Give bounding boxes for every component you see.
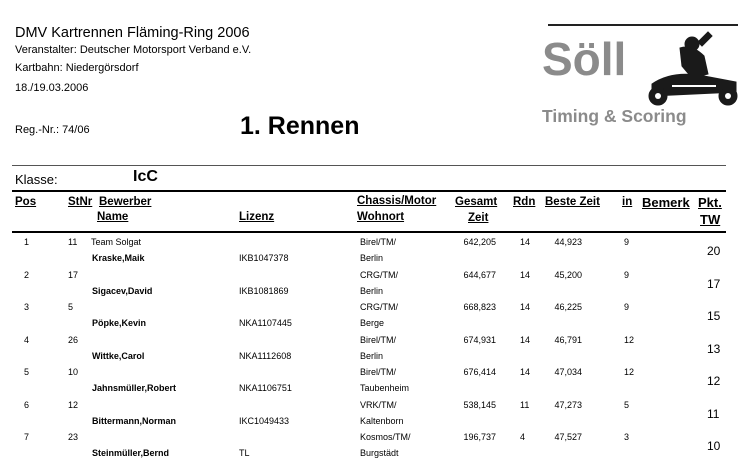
cell-in: 9 bbox=[624, 237, 630, 247]
cell-pos: 3 bbox=[24, 302, 30, 312]
logo-rule bbox=[548, 24, 738, 26]
cell-rdn: 11 bbox=[520, 399, 530, 410]
cell-in: 3 bbox=[624, 432, 630, 442]
col-rdn: Rdn bbox=[513, 196, 536, 208]
cell-lizenz: IKC1049433 bbox=[239, 415, 290, 426]
cell-pos: 2 bbox=[24, 269, 30, 280]
event-title: DMV Kartrennen Fläming-Ring 2006 bbox=[15, 25, 250, 41]
cell-pos: 5 bbox=[24, 367, 30, 377]
cell-points: 20 bbox=[707, 244, 721, 258]
cell-pos: 6 bbox=[24, 399, 30, 410]
col-chassis: Chassis/Motor bbox=[357, 195, 437, 207]
cell-points: 12 bbox=[707, 374, 721, 388]
kart-driver-icon bbox=[612, 30, 742, 114]
cell-pos: 4 bbox=[24, 334, 30, 345]
cell-stnr: 23 bbox=[68, 432, 79, 442]
col-beste-zeit: Beste Zeit bbox=[545, 196, 600, 208]
soell-timing-logo bbox=[540, 24, 742, 132]
cell-rdn: 14 bbox=[520, 334, 531, 345]
cell-stnr: 26 bbox=[68, 334, 79, 345]
col-in: in bbox=[622, 196, 633, 208]
cell-rdn: 14 bbox=[520, 302, 531, 312]
cell-name: Pöpke,Kevin bbox=[92, 318, 147, 328]
logo-word: Söll bbox=[542, 33, 627, 85]
cell-in: 12 bbox=[624, 367, 635, 377]
logo-subtitle: Timing & Scoring bbox=[542, 106, 687, 126]
cell-beste: 47,527 bbox=[554, 432, 582, 442]
cell-name: Bittermann,Norman bbox=[92, 415, 177, 426]
cell-beste: 45,200 bbox=[554, 269, 582, 280]
cell-wohnort: Berge bbox=[360, 318, 385, 328]
cell-chassis: Birel/TM/ bbox=[360, 237, 396, 247]
cell-stnr: 11 bbox=[68, 237, 78, 247]
col-name: Name bbox=[97, 211, 129, 223]
cell-lizenz: NKA1112608 bbox=[239, 350, 292, 361]
cell-chassis: CRG/TM/ bbox=[360, 269, 398, 280]
divider-header-top bbox=[12, 190, 726, 192]
cell-name: Wittke,Carol bbox=[92, 350, 145, 361]
cell-name: Jahnsmüller,Robert bbox=[92, 383, 177, 393]
cell-beste: 46,791 bbox=[554, 334, 582, 345]
cell-gesamt: 674,931 bbox=[463, 334, 496, 345]
cell-points: 15 bbox=[707, 309, 721, 323]
cell-stnr: 5 bbox=[68, 302, 74, 312]
cell-lizenz: NKA1106751 bbox=[239, 383, 292, 393]
cell-points: 10 bbox=[707, 439, 721, 453]
cell-chassis: Birel/TM/ bbox=[360, 334, 396, 345]
cell-gesamt: 644,677 bbox=[463, 269, 496, 280]
class-label: Klasse: bbox=[15, 172, 58, 187]
col-zeit: Zeit bbox=[468, 212, 489, 224]
cell-wohnort: Taubenheim bbox=[360, 383, 410, 393]
cell-in: 9 bbox=[624, 302, 630, 312]
col-pos: Pos bbox=[15, 196, 37, 208]
track-line: Kartbahn: Niedergörsdorf bbox=[15, 62, 139, 74]
col-bemerk: Bemerk bbox=[642, 195, 690, 210]
date-line: 18./19.03.2006 bbox=[15, 82, 89, 94]
divider-top bbox=[12, 165, 726, 166]
cell-gesamt: 668,823 bbox=[463, 302, 496, 312]
cell-team: Team Solgat bbox=[91, 237, 142, 247]
registration-number: Reg.-Nr.: 74/06 bbox=[15, 124, 90, 136]
col-tw: TW bbox=[700, 212, 721, 227]
cell-beste: 47,034 bbox=[554, 367, 582, 377]
cell-points: 17 bbox=[707, 276, 721, 291]
cell-rdn: 14 bbox=[520, 367, 531, 377]
cell-gesamt: 538,145 bbox=[463, 399, 496, 410]
cell-chassis: Kosmos/TM/ bbox=[360, 432, 411, 442]
class-value: IcC bbox=[133, 168, 158, 185]
col-gesamt: Gesamt bbox=[455, 196, 498, 208]
cell-gesamt: 196,737 bbox=[463, 432, 496, 442]
cell-chassis: VRK/TM/ bbox=[360, 399, 397, 410]
cell-lizenz: IKB1081869 bbox=[239, 285, 289, 296]
cell-points: 11 bbox=[707, 406, 720, 421]
cell-stnr: 12 bbox=[68, 399, 79, 410]
cell-beste: 47,273 bbox=[554, 399, 582, 410]
cell-pos: 7 bbox=[24, 432, 30, 442]
cell-wohnort: Kaltenborn bbox=[360, 415, 404, 426]
organizer-line: Veranstalter: Deutscher Motorsport Verband e.V. bbox=[15, 44, 252, 56]
cell-chassis: CRG/TM/ bbox=[360, 302, 398, 312]
cell-pos: 1 bbox=[24, 237, 30, 247]
cell-rdn: 14 bbox=[520, 237, 531, 247]
cell-name: Kraske,Maik bbox=[92, 253, 145, 263]
cell-gesamt: 642,205 bbox=[463, 237, 496, 247]
cell-wohnort: Berlin bbox=[360, 350, 384, 361]
cell-beste: 46,225 bbox=[554, 302, 582, 312]
cell-chassis: Birel/TM/ bbox=[360, 367, 396, 377]
cell-in: 12 bbox=[624, 334, 635, 345]
col-lizenz: Lizenz bbox=[239, 211, 275, 223]
cell-rdn: 14 bbox=[520, 269, 531, 280]
cell-wohnort: Burgstädt bbox=[360, 448, 399, 458]
cell-wohnort: Berlin bbox=[360, 285, 384, 296]
cell-lizenz: IKB1047378 bbox=[239, 253, 289, 263]
cell-name: Steinmüller,Bernd bbox=[92, 448, 170, 458]
cell-rdn: 4 bbox=[520, 432, 526, 442]
cell-lizenz: NKA1107445 bbox=[239, 318, 292, 328]
cell-in: 5 bbox=[624, 399, 630, 410]
cell-gesamt: 676,414 bbox=[463, 367, 496, 377]
cell-in: 9 bbox=[624, 269, 630, 280]
col-stnr: StNr bbox=[68, 196, 93, 208]
divider-header-bottom bbox=[12, 231, 726, 233]
cell-stnr: 17 bbox=[68, 269, 79, 280]
col-wohnort: Wohnort bbox=[357, 211, 405, 223]
cell-beste: 44,923 bbox=[554, 237, 582, 247]
cell-lizenz: TL bbox=[239, 448, 250, 458]
col-pkt: Pkt. bbox=[698, 195, 722, 210]
race-title: 1. Rennen bbox=[240, 112, 360, 140]
cell-stnr: 10 bbox=[68, 367, 79, 377]
cell-points: 13 bbox=[707, 341, 721, 356]
col-bewerber: Bewerber bbox=[99, 196, 152, 208]
cell-wohnort: Berlin bbox=[360, 253, 384, 263]
cell-name: Sigacev,David bbox=[92, 285, 153, 296]
